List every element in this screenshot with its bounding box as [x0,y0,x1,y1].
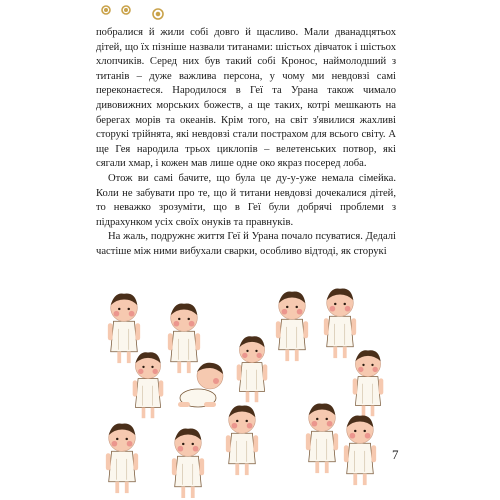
page-number: 7 [392,447,399,462]
paragraph-3: На жаль, подружнє життя Геї й Урана почало псуватися. Дедалі частіше між ними вибухали сварки, особливо відтоді, як сторукі [96,231,396,257]
paragraph-2: Отож ви самі бачите, що була це ду-у-уже немала сімейка. Коли не забувати про те, що й титани невдовзі дочекалися дітей, то неважко зрозуміти, що в Геї були добрячі проблеми з підрахунком усіх своїх онуків та правнуків. [96,172,396,228]
crawling-baby [178,363,223,407]
paragraph-1: побралися й жили собі довго й щасливо. Мали дванадцятьох дітей, що їх пізніше назвали титанами: шістьох дівчаток і шістьох хлопчиків. Серед них був такий собі Кронос, наймолодший з титанів – дуже важлива персона, у чому ми невдовзі самі переконаєтеся. Народилося в Геї та Урана також чимало дивовижних морських божеств, а ще таких, котрі мешкають на берегах морів та океанів. Крім того, на світ з'явилися жахливі сторукі трійнята, які невдовзі стали пострахом для всього світу. А ще Гея народила трьох циклопів – велетенських потвор, які сягали хмар, і кожен мав лише одне око якраз посеред лоба. [96,27,396,170]
flower-ornament-icon [96,2,176,22]
children-titans-illustration [92,268,402,498]
body-text [96,26,396,260]
